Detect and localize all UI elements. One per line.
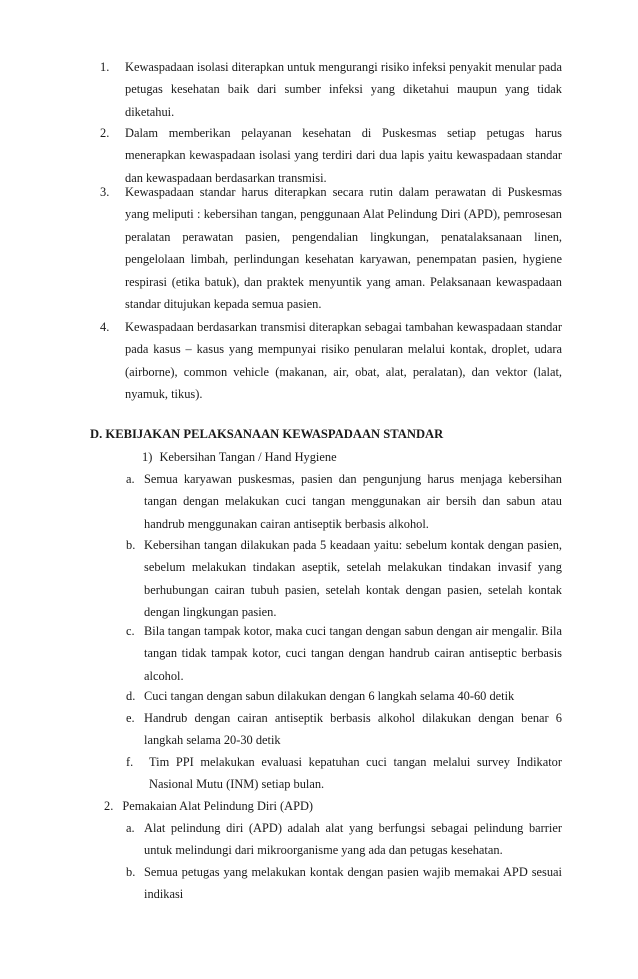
list-item (126, 751, 562, 796)
list-item (126, 861, 562, 906)
subsection-label: Pemakaian Alat Pelindung Diri (APD) (122, 799, 314, 813)
list-item (100, 316, 562, 406)
section-heading: D. KEBIJAKAN PELAKSANAAN KEWASPADAAN STANDAR (90, 427, 444, 441)
list-text: Kewaspadaan standar harus diterapkan secara rutin dalam perawatan di Puskesmas yang meliputi : kebersihan tangan, penggunaan Alat Pelindung Diri (APD), pemrosesan peralatan perawatan pasien, pengendalian lingkungan, penatalaksanaan linen, pengelolaan limbah, perlindungan kesehatan karyawan, penempatan pasien, hygiene respirasi (etika batuk), dan praktek menyuntik yang aman. Pelaksanaan kewaspadaan standar ditujukan kepada semua pasien. (125, 185, 562, 312)
list-text: Kewaspadaan isolasi diterapkan untuk mengurangi risiko infeksi penyakit menular pada petugas kesehatan baik dari sumber infeksi yang diketahui maupun yang tidak diketahui. (125, 60, 562, 119)
list-item (100, 181, 562, 315)
list-letter: a. (126, 472, 135, 486)
list-item (100, 122, 562, 189)
list-letter: b. (126, 538, 136, 552)
list-item (126, 534, 562, 624)
list-text: Handrub dengan cairan antiseptik berbasis alkohol dilakukan dengan benar 6 langkah selama 20-30 detik (144, 711, 562, 748)
subsection-title (104, 795, 313, 817)
subsection-number: 1) (142, 450, 153, 464)
list-number: 2. (100, 126, 110, 140)
list-text: Alat pelindung diri (APD) adalah alat yang berfungsi sebagai pelindung barrier untuk melindungi dari mikroorganisme yang ada dan petugas kesehatan. (144, 821, 562, 858)
list-text: Bila tangan tampak kotor, maka cuci tangan dengan sabun dengan air mengalir. Bila tangan tidak tampak kotor, cuci tangan dengan handrub cairan antiseptic berbasis alcohol. (144, 624, 562, 683)
list-number: 4. (100, 320, 110, 334)
subsection-title (142, 446, 337, 468)
list-letter: a. (126, 821, 135, 835)
list-text: Cuci tangan dengan sabun dilakukan dengan 6 langkah selama 40-60 detik (144, 689, 515, 703)
list-letter: b. (126, 865, 136, 879)
list-letter: d. (126, 689, 136, 703)
list-item (126, 620, 562, 687)
list-item (126, 707, 562, 752)
list-item (126, 468, 562, 535)
list-text: Kewaspadaan berdasarkan transmisi diterapkan sebagai tambahan kewaspadaan standar pada kasus – kasus yang mempunyai risiko penularan melalui kontak, droplet, udara (airborne), common vehicle (makanan, air, obat, alat, peralatan), dan vektor (lalat, nyamuk, tikus). (125, 320, 562, 402)
list-text: Semua petugas yang melakukan kontak dengan pasien wajib memakai APD sesuai indikasi (144, 865, 562, 902)
list-number: 3. (100, 185, 110, 199)
list-item (126, 685, 562, 707)
list-letter: c. (126, 624, 135, 638)
list-item (126, 817, 562, 862)
list-text: Kebersihan tangan dilakukan pada 5 keadaan yaitu: sebelum kontak dengan pasien, sebelum melakukan tindakan aseptik, setelah melakukan tindakan invasif yang berhubungan cairan tubuh pasien, setelah kontak dengan pasien, setelah kontak dengan lingkungan pasien. (144, 538, 562, 620)
list-text: Tim PPI melakukan evaluasi kepatuhan cuci tangan melalui survey Indikator Nasional Mutu (INM) setiap bulan. (149, 755, 562, 792)
list-item (100, 56, 562, 123)
list-text: Dalam memberikan pelayanan kesehatan di Puskesmas setiap petugas harus menerapkan kewaspadaan isolasi yang terdiri dari dua lapis yaitu kewaspadaan standar dan kewaspadaan berdasarkan transmisi. (125, 126, 562, 185)
list-letter: e. (126, 711, 135, 725)
subsection-label: Kebersihan Tangan / Hand Hygiene (159, 450, 337, 464)
list-number: 1. (100, 60, 110, 74)
list-letter: f. (126, 755, 134, 769)
list-text: Semua karyawan puskesmas, pasien dan pengunjung harus menjaga kebersihan tangan dengan melakukan cuci tangan menggunakan air bersih dan sabun atau handrub menggunakan cairan antiseptik berbasis alkohol. (144, 472, 562, 531)
subsection-number: 2. (104, 799, 114, 813)
